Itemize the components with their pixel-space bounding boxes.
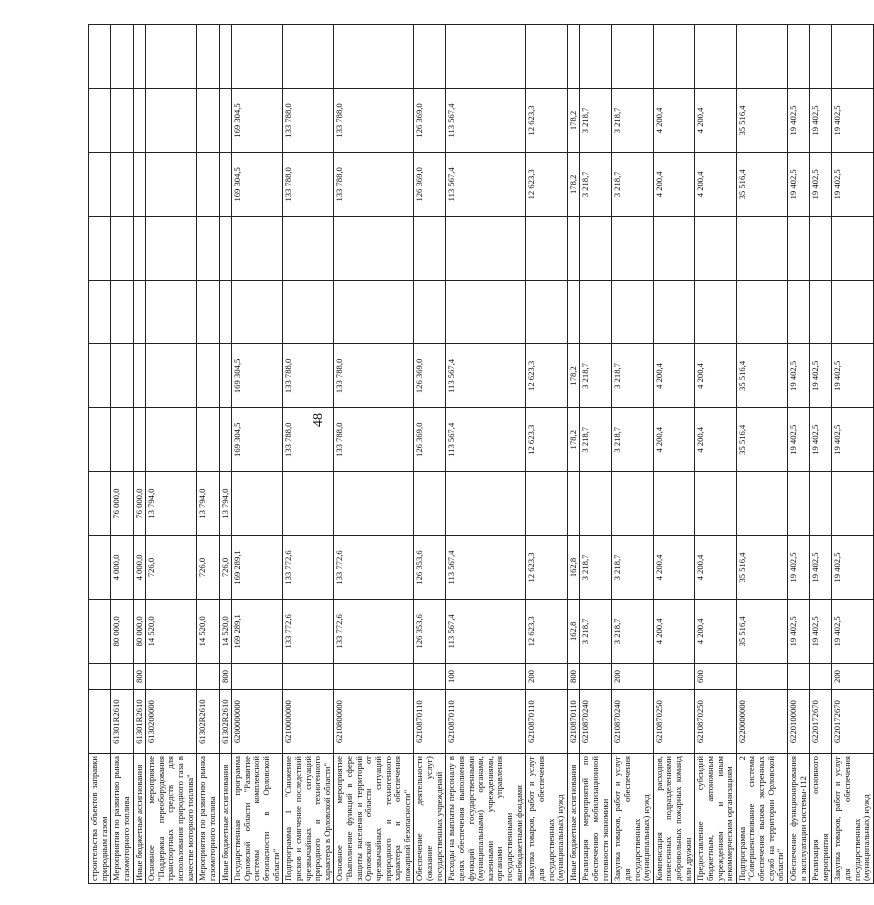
budget-table (88, 24, 874, 884)
row-value-cell: 113 567,4 (446, 536, 526, 600)
row-value-cell: 113 567,4 (446, 599, 526, 663)
row-code-cell: 6220172670 (832, 690, 874, 754)
row-name-cell: Основное мероприятие "Выполнение функций в сфере защиты населения и территорий Орловской области от чрезвычайных ситуаций природного и техногенного характера и обеспечения пожарной безопасности" (334, 754, 414, 884)
row-value-cell: 3 218,7 (580, 152, 612, 216)
row-value-cell (146, 408, 197, 472)
row-value-cell: 13 794,0 (219, 472, 232, 536)
row-value-cell: 19 402,5 (832, 152, 874, 216)
row-value-cell (219, 25, 232, 89)
row-value-cell: 3 218,7 (580, 536, 612, 600)
table-row (334, 25, 414, 884)
row-expense-type-cell (580, 663, 612, 689)
row-value-cell: 19 402,5 (787, 152, 809, 216)
table-row (567, 25, 580, 884)
row-value-cell (89, 599, 111, 663)
row-value-cell: 133 772,6 (283, 599, 334, 663)
row-value-cell (146, 344, 197, 408)
row-value-cell (832, 216, 874, 280)
row-code-cell: 6210870240 (612, 690, 654, 754)
row-value-cell (197, 216, 219, 280)
row-name-cell: Подпрограмма 1 "Снижение рисков и смягчение последствий чрезвычайных ситуаций природного и техногенного характера в Орловской области" (283, 754, 334, 884)
table-row (736, 25, 787, 884)
row-value-cell: 4 200,4 (695, 536, 737, 600)
row-value-cell (446, 280, 526, 344)
row-value-cell (787, 280, 809, 344)
row-value-cell: 4 200,4 (653, 408, 695, 472)
table-row (133, 25, 146, 884)
row-name-cell: Основное мероприятие "Поддержка переоборудования транспортных средств для использования природного газа в качестве моторного топлива" (146, 754, 197, 884)
row-value-cell: 19 402,5 (810, 536, 832, 600)
row-value-cell (446, 25, 526, 89)
row-value-cell (111, 408, 133, 472)
row-value-cell: 13 794,0 (197, 472, 219, 536)
row-value-cell: 133 772,6 (334, 599, 414, 663)
row-value-cell: 12 623,3 (526, 89, 568, 153)
row-value-cell: 4 200,4 (695, 408, 737, 472)
row-value-cell (810, 216, 832, 280)
row-value-cell: 133 788,0 (283, 89, 334, 153)
row-value-cell: 126 369,0 (414, 408, 446, 472)
row-value-cell (567, 472, 580, 536)
row-name-cell: Закупка товаров, работ и услуг для обеспечения государственных (муниципальных) нужд (526, 754, 568, 884)
row-value-cell (133, 152, 146, 216)
row-value-cell: 169 304,5 (232, 408, 283, 472)
row-value-cell (219, 216, 232, 280)
row-name-cell: Закупка товаров, работ и услуг для обеспечения государственных (муниципальных) нужд (832, 754, 874, 884)
row-value-cell (414, 280, 446, 344)
row-value-cell (526, 25, 568, 89)
row-value-cell (832, 25, 874, 89)
row-value-cell: 76 000,0 (111, 472, 133, 536)
row-value-cell: 4 200,4 (653, 536, 695, 600)
row-value-cell (283, 280, 334, 344)
row-value-cell: 126 353,6 (414, 599, 446, 663)
row-expense-type-cell: 100 (446, 663, 526, 689)
row-value-cell: 3 218,7 (580, 408, 612, 472)
row-value-cell (695, 25, 737, 89)
row-value-cell (89, 280, 111, 344)
row-value-cell: 12 623,3 (526, 408, 568, 472)
row-name-cell: Иные бюджетные ассигнования (219, 754, 232, 884)
row-value-cell: 13 794,0 (146, 472, 197, 536)
row-value-cell (89, 408, 111, 472)
row-value-cell: 133 788,0 (283, 344, 334, 408)
row-value-cell: 4 200,4 (653, 344, 695, 408)
row-code-cell: 6210870110 (526, 690, 568, 754)
row-value-cell (111, 25, 133, 89)
row-value-cell: 19 402,5 (810, 408, 832, 472)
row-value-cell (283, 472, 334, 536)
row-value-cell: 133 788,0 (283, 408, 334, 472)
row-value-cell (133, 216, 146, 280)
row-value-cell: 12 623,3 (526, 536, 568, 600)
row-expense-type-cell: 800 (133, 663, 146, 689)
row-value-cell (736, 216, 787, 280)
row-value-cell (219, 152, 232, 216)
row-value-cell (810, 280, 832, 344)
row-value-cell (283, 216, 334, 280)
row-value-cell (526, 280, 568, 344)
row-value-cell: 4 200,4 (695, 89, 737, 153)
row-value-cell (197, 280, 219, 344)
row-name-cell: Государственная программа Орловской области "Развитие системы комплексной безопасности в Орловской области" (232, 754, 283, 884)
row-value-cell: 178,2 (567, 344, 580, 408)
row-value-cell: 133 788,0 (283, 152, 334, 216)
row-value-cell: 19 402,5 (787, 599, 809, 663)
row-value-cell (146, 280, 197, 344)
row-value-cell (612, 216, 654, 280)
row-value-cell (446, 472, 526, 536)
row-value-cell (89, 89, 111, 153)
row-value-cell: 726,0 (219, 536, 232, 600)
row-value-cell: 133 772,6 (334, 536, 414, 600)
row-code-cell: 6210870240 (580, 690, 612, 754)
row-value-cell: 113 567,4 (446, 152, 526, 216)
row-value-cell (146, 89, 197, 153)
row-code-cell: 61301R2610 (111, 690, 133, 754)
row-code-cell: 61302R2610 (197, 690, 219, 754)
row-value-cell: 14 520,0 (197, 599, 219, 663)
row-value-cell: 4 200,4 (653, 152, 695, 216)
table-row (111, 25, 133, 884)
row-value-cell: 19 402,5 (832, 344, 874, 408)
row-expense-type-cell (653, 663, 695, 689)
row-value-cell: 178,2 (567, 152, 580, 216)
row-value-cell (219, 408, 232, 472)
table-row (283, 25, 334, 884)
row-code-cell (89, 690, 111, 754)
row-value-cell: 3 218,7 (612, 536, 654, 600)
row-value-cell (736, 280, 787, 344)
row-value-cell (612, 25, 654, 89)
row-value-cell: 19 402,5 (787, 89, 809, 153)
row-value-cell (146, 25, 197, 89)
table-row (526, 25, 568, 884)
row-value-cell (111, 344, 133, 408)
row-value-cell (197, 344, 219, 408)
row-value-cell (414, 216, 446, 280)
row-value-cell: 726,0 (146, 536, 197, 600)
row-code-cell: 6210800000 (334, 690, 414, 754)
row-value-cell (111, 152, 133, 216)
table-row (219, 25, 232, 884)
row-expense-type-cell (334, 663, 414, 689)
row-value-cell: 3 218,7 (612, 89, 654, 153)
row-code-cell: 6220000000 (736, 690, 787, 754)
row-expense-type-cell (89, 663, 111, 689)
row-code-cell: 6210870110 (567, 690, 580, 754)
row-value-cell (89, 344, 111, 408)
row-name-cell: Реализация основного мероприятия (810, 754, 832, 884)
row-value-cell (197, 152, 219, 216)
table-row (810, 25, 832, 884)
row-value-cell: 19 402,5 (810, 152, 832, 216)
row-value-cell (787, 25, 809, 89)
row-name-cell: Реализация мероприятий по обеспечению мобилизационной готовности экономики (580, 754, 612, 884)
row-value-cell: 35 516,4 (736, 536, 787, 600)
row-value-cell: 169 304,5 (232, 89, 283, 153)
row-value-cell: 162,8 (567, 536, 580, 600)
row-value-cell (736, 25, 787, 89)
row-value-cell (653, 280, 695, 344)
row-value-cell: 113 567,4 (446, 344, 526, 408)
row-name-cell: Обеспечение функционирования и эксплуатации системы-112 (787, 754, 809, 884)
row-expense-type-cell: 200 (832, 663, 874, 689)
row-value-cell (133, 408, 146, 472)
row-value-cell (446, 216, 526, 280)
row-value-cell (567, 280, 580, 344)
row-value-cell: 4 200,4 (653, 89, 695, 153)
row-value-cell: 3 218,7 (580, 599, 612, 663)
row-value-cell: 19 402,5 (832, 89, 874, 153)
row-code-cell: 61301R2610 (133, 690, 146, 754)
row-name-cell: Обеспечение деятельности (оказание услуг) государственных учреждений (414, 754, 446, 884)
row-value-cell: 19 402,5 (787, 536, 809, 600)
row-value-cell (89, 536, 111, 600)
row-value-cell: 3 218,7 (612, 599, 654, 663)
table-row (414, 25, 446, 884)
row-value-cell (197, 408, 219, 472)
table-row (197, 25, 219, 884)
row-name-cell: Иные бюджетные ассигнования (133, 754, 146, 884)
row-expense-type-cell (736, 663, 787, 689)
row-value-cell: 12 623,3 (526, 152, 568, 216)
row-value-cell: 19 402,5 (787, 344, 809, 408)
row-value-cell (695, 216, 737, 280)
table-row (232, 25, 283, 884)
rotated-table-container (88, 24, 872, 884)
row-value-cell (334, 472, 414, 536)
row-value-cell (111, 280, 133, 344)
row-value-cell (232, 472, 283, 536)
table-row (832, 25, 874, 884)
row-value-cell (197, 89, 219, 153)
row-expense-type-cell: 200 (612, 663, 654, 689)
row-value-cell (526, 216, 568, 280)
row-value-cell: 162,8 (567, 599, 580, 663)
row-value-cell (580, 280, 612, 344)
row-value-cell (695, 280, 737, 344)
row-value-cell (89, 152, 111, 216)
table-row (695, 25, 737, 884)
row-value-cell: 133 788,0 (334, 408, 414, 472)
row-value-cell: 126 369,0 (414, 344, 446, 408)
row-value-cell (414, 472, 446, 536)
row-value-cell (89, 25, 111, 89)
row-value-cell: 19 402,5 (810, 89, 832, 153)
row-value-cell (283, 25, 334, 89)
row-expense-type-cell: 800 (219, 663, 232, 689)
row-value-cell (787, 472, 809, 536)
row-expense-type-cell (283, 663, 334, 689)
table-row (653, 25, 695, 884)
row-value-cell: 35 516,4 (736, 152, 787, 216)
row-name-cell: Расходы на выплаты персоналу в целях обеспечения выполнения функций государственными (муниципальными) органами, казенными учреждениями, органами управления государственными внебюджетными фондами (446, 754, 526, 884)
row-value-cell: 4 200,4 (695, 599, 737, 663)
row-code-cell: 6130200000 (146, 690, 197, 754)
row-value-cell (334, 280, 414, 344)
row-expense-type-cell: 200 (526, 663, 568, 689)
row-value-cell (111, 216, 133, 280)
row-value-cell: 35 516,4 (736, 599, 787, 663)
row-value-cell: 19 402,5 (810, 344, 832, 408)
row-name-cell: Компенсация расходов, понесенных подразделениями добровольных пожарных команд или дружин (653, 754, 695, 884)
row-name-cell: Предоставление субсидий бюджетным, автономным учреждениям и иным некоммерческим организациям (695, 754, 737, 884)
row-value-cell: 3 218,7 (612, 344, 654, 408)
row-value-cell: 35 516,4 (736, 344, 787, 408)
row-expense-type-cell (232, 663, 283, 689)
row-value-cell (89, 472, 111, 536)
row-value-cell: 19 402,5 (832, 408, 874, 472)
row-code-cell: 6220100000 (787, 690, 809, 754)
row-value-cell (580, 216, 612, 280)
row-value-cell: 3 218,7 (580, 344, 612, 408)
row-value-cell: 133 788,0 (334, 152, 414, 216)
row-value-cell (526, 472, 568, 536)
row-value-cell (414, 25, 446, 89)
row-value-cell (111, 89, 133, 153)
row-code-cell: 6200000000 (232, 690, 283, 754)
row-value-cell: 113 567,4 (446, 408, 526, 472)
row-code-cell: 6210870250 (653, 690, 695, 754)
row-value-cell (832, 280, 874, 344)
row-value-cell (787, 216, 809, 280)
row-value-cell: 76 000,0 (133, 472, 146, 536)
row-value-cell: 169 304,5 (232, 344, 283, 408)
row-value-cell: 178,2 (567, 89, 580, 153)
row-value-cell (146, 216, 197, 280)
row-value-cell: 133 788,0 (334, 344, 414, 408)
row-value-cell: 169 289,1 (232, 536, 283, 600)
row-code-cell: 6220172670 (810, 690, 832, 754)
row-value-cell (133, 344, 146, 408)
row-expense-type-cell (414, 663, 446, 689)
row-name-cell: строительства объектов заправки природным газом (89, 754, 111, 884)
row-value-cell: 178,2 (567, 408, 580, 472)
row-expense-type-cell: 600 (695, 663, 737, 689)
row-value-cell (695, 472, 737, 536)
row-expense-type-cell (146, 663, 197, 689)
row-value-cell (810, 472, 832, 536)
table-row (580, 25, 612, 884)
row-value-cell (653, 216, 695, 280)
row-value-cell (567, 216, 580, 280)
row-value-cell: 14 520,0 (146, 599, 197, 663)
row-value-cell (832, 472, 874, 536)
row-value-cell (133, 280, 146, 344)
row-value-cell: 35 516,4 (736, 89, 787, 153)
table-row (612, 25, 654, 884)
row-value-cell (334, 216, 414, 280)
row-code-cell: 6210870110 (414, 690, 446, 754)
row-value-cell (146, 152, 197, 216)
row-value-cell: 80 000,0 (111, 599, 133, 663)
row-name-cell: Закупка товаров, работ и услуг для обеспечения государственных (муниципальных) нужд (612, 754, 654, 884)
row-value-cell (232, 216, 283, 280)
table-row (146, 25, 197, 884)
row-value-cell (232, 280, 283, 344)
row-value-cell (219, 89, 232, 153)
row-value-cell (653, 472, 695, 536)
row-value-cell (89, 216, 111, 280)
row-name-cell: Мероприятия по развитию рынка газомоторного топлива (197, 754, 219, 884)
row-value-cell: 726,0 (197, 536, 219, 600)
row-value-cell: 169 304,5 (232, 152, 283, 216)
row-value-cell (197, 25, 219, 89)
row-value-cell (219, 344, 232, 408)
row-code-cell: 6210870250 (695, 690, 737, 754)
row-value-cell: 4 200,4 (695, 344, 737, 408)
row-expense-type-cell (810, 663, 832, 689)
row-expense-type-cell (787, 663, 809, 689)
row-value-cell: 14 520,0 (219, 599, 232, 663)
row-value-cell (232, 25, 283, 89)
row-value-cell (133, 25, 146, 89)
row-value-cell: 3 218,7 (580, 89, 612, 153)
page-number: 48 (311, 413, 326, 427)
row-value-cell: 12 623,3 (526, 344, 568, 408)
row-value-cell: 133 788,0 (334, 89, 414, 153)
row-code-cell: 6210000000 (283, 690, 334, 754)
row-value-cell: 12 623,3 (526, 599, 568, 663)
table-row (89, 25, 111, 884)
row-value-cell: 35 516,4 (736, 408, 787, 472)
row-value-cell: 4 000,0 (111, 536, 133, 600)
row-value-cell: 169 289,1 (232, 599, 283, 663)
row-value-cell (810, 25, 832, 89)
row-value-cell (736, 472, 787, 536)
row-value-cell: 19 402,5 (787, 408, 809, 472)
table-row (446, 25, 526, 884)
row-value-cell (567, 25, 580, 89)
row-expense-type-cell (197, 663, 219, 689)
row-name-cell: Подпрограмма 2 "Совершенствование системы обеспечения вызова экстренных служб на территории Орловской области" (736, 754, 787, 884)
row-expense-type-cell: 800 (567, 663, 580, 689)
row-value-cell: 19 402,5 (832, 536, 874, 600)
table-body (89, 25, 874, 884)
row-value-cell: 4 200,4 (653, 599, 695, 663)
row-value-cell (580, 472, 612, 536)
row-value-cell: 126 369,0 (414, 152, 446, 216)
row-value-cell (133, 89, 146, 153)
row-value-cell (219, 280, 232, 344)
row-value-cell: 4 200,4 (695, 152, 737, 216)
row-value-cell (612, 472, 654, 536)
row-value-cell: 113 567,4 (446, 89, 526, 153)
row-value-cell: 19 402,5 (832, 599, 874, 663)
row-value-cell: 126 353,6 (414, 536, 446, 600)
row-code-cell: 61302R2610 (219, 690, 232, 754)
row-value-cell (580, 25, 612, 89)
row-name-cell: Иные бюджетные ассигнования (567, 754, 580, 884)
row-expense-type-cell (111, 663, 133, 689)
row-value-cell: 3 218,7 (612, 152, 654, 216)
row-value-cell: 19 402,5 (810, 599, 832, 663)
table-row (787, 25, 809, 884)
row-value-cell: 133 772,6 (283, 536, 334, 600)
row-value-cell: 3 218,7 (612, 408, 654, 472)
row-value-cell (653, 25, 695, 89)
row-value-cell (334, 25, 414, 89)
row-value-cell: 4 000,0 (133, 536, 146, 600)
row-value-cell: 126 369,0 (414, 89, 446, 153)
row-name-cell: Мероприятия по развитию рынка газомоторного топлива (111, 754, 133, 884)
row-value-cell (612, 280, 654, 344)
row-code-cell: 6210870110 (446, 690, 526, 754)
row-value-cell: 80 000,0 (133, 599, 146, 663)
